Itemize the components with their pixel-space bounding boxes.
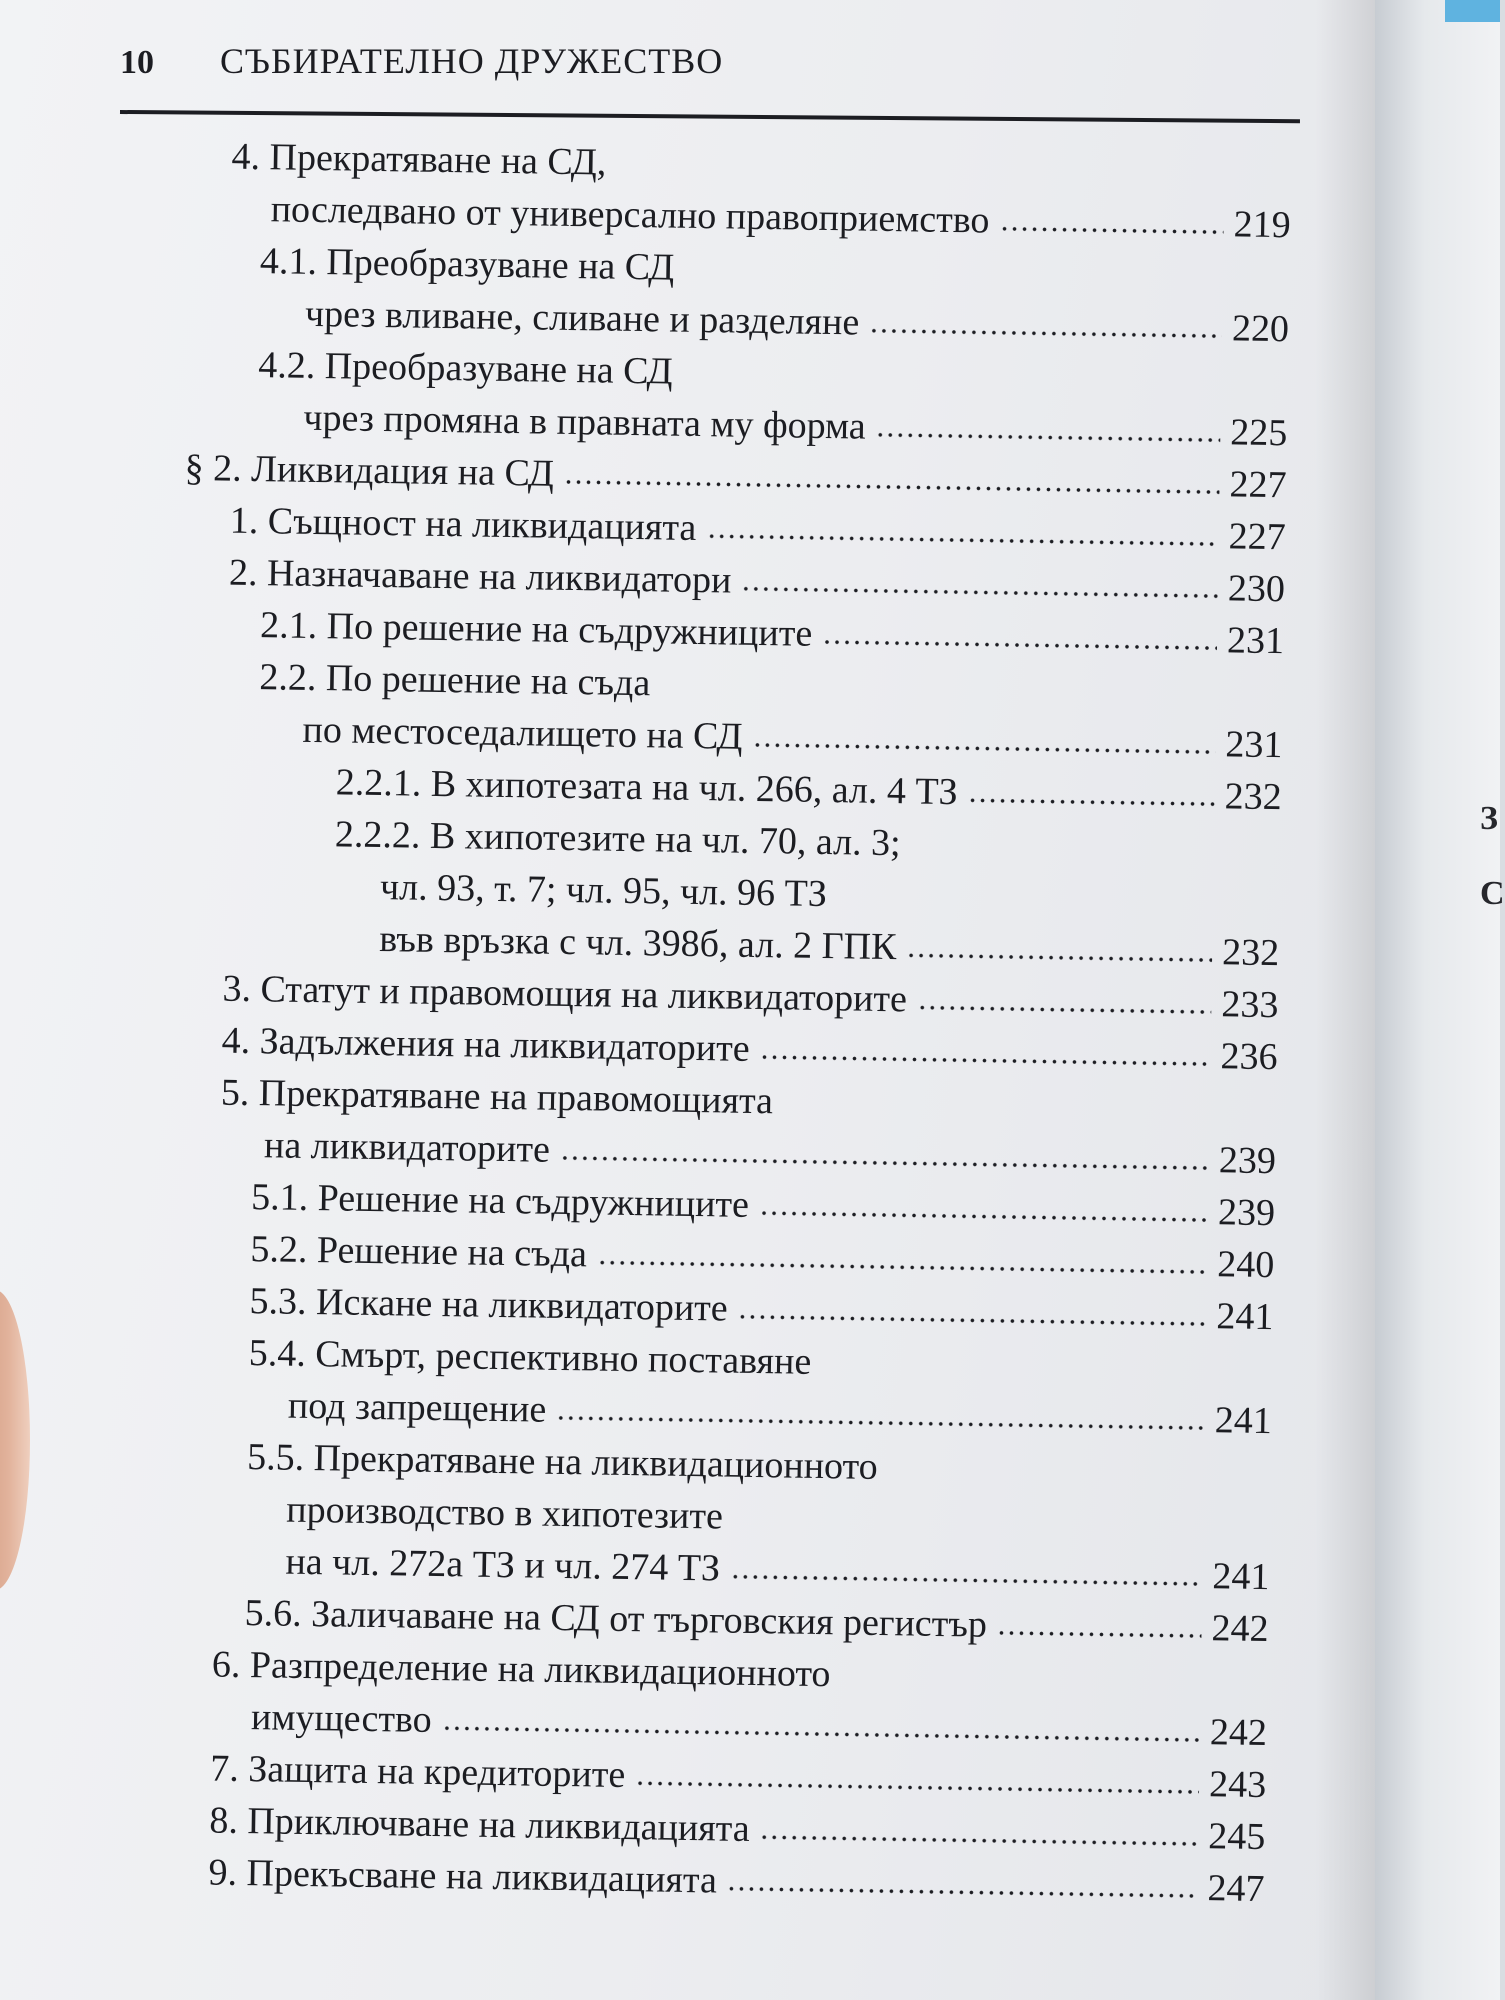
toc-line: 5.5. Прекратяване на ликвидационното [246,1436,879,1488]
page-header [120,38,1300,118]
toc-line: 3. Статут и правомощия на ликвидаторите 233 [222,967,1279,1027]
toc-line: 8. Приключване на ликвидацията 245 [209,1799,1266,1859]
toc-line: 5.3. Искане на ликвидаторите 241 [249,1280,1274,1339]
toc-line: чрез вливане, сливане и разделяне 220 [304,292,1290,351]
toc-line: във връзка с чл. 398б, ал. 2 ГПК 232 [378,918,1280,975]
toc-line: 5. Прекратяване на правомощията [220,1071,774,1123]
header-rule [120,110,1300,123]
toc-line: последвано от универсално правоприемство 219 [270,188,1291,247]
toc-line: производство в хипотезите [286,1488,724,1538]
toc-line: имущество 242 [250,1696,1268,1755]
toc-line: по местоседалището на СД 231 [302,708,1283,767]
toc-line: 2.1. По решение на съдружниците 231 [259,604,1285,663]
toc-line: 4. Задължения на ликвидаторите 236 [221,1019,1278,1079]
toc-line: 2. Назначаване на ликвидатори 230 [228,551,1286,611]
margin-letter: С [1480,875,1505,912]
toc-line: 9. Прекъсване на ликвидацията 247 [208,1851,1265,1911]
toc-line: 2.2.2. В хипотезите на чл. 70, ал. 3; [334,813,901,865]
toc-line: 4.2. Преобразуване на СД [257,344,673,393]
finger [0,1290,30,1590]
toc-line: на ликвидаторите 239 [263,1124,1277,1183]
toc-line: 7. Защита на кредиторите 243 [209,1747,1267,1807]
toc-line: 5.2. Решение на съда 240 [250,1228,1275,1287]
toc-line: 5.6. Заличаване на СД от търговския регистър 242 [244,1592,1269,1651]
toc-line: 5.1. Решение на съдружниците 239 [250,1176,1276,1235]
toc-line: 1. Същност на ликвидацията 227 [229,499,1287,559]
toc-line: 4. Прекратяване на СД, [231,135,607,184]
next-page-edge [1375,0,1500,2000]
toc-line: чрез промяна в правната му форма 225 [303,396,1288,455]
table-of-contents [0,128,1375,1911]
running-title: СЪБИРАТЕЛНО ДРУЖЕСТВО [220,41,724,81]
toc-line: чл. 93, т. 7; чл. 95, чл. 96 ТЗ [379,866,828,916]
margin-letter: З [1480,800,1498,837]
toc-line: 2.2.1. В хипотезата на чл. 266, ал. 4 ТЗ 232 [335,761,1282,819]
toc-line: 6. Разпределение на ликвидационното [211,1643,831,1696]
toc-line: 2.2. По решение на съда [259,656,651,705]
toc-line: на чл. 272а ТЗ и чл. 274 ТЗ 241 [285,1540,1270,1599]
toc-line: § 2. Ликвидация на СД 227 [184,446,1287,507]
page-number: 10 [120,44,154,81]
toc-line: под запрещение 241 [287,1384,1273,1443]
cover-edge [1445,0,1500,22]
toc-line: 4.1. Преобразуване на СД [259,240,675,289]
toc-line: 5.4. Смърт, респективно поставяне [248,1332,812,1383]
